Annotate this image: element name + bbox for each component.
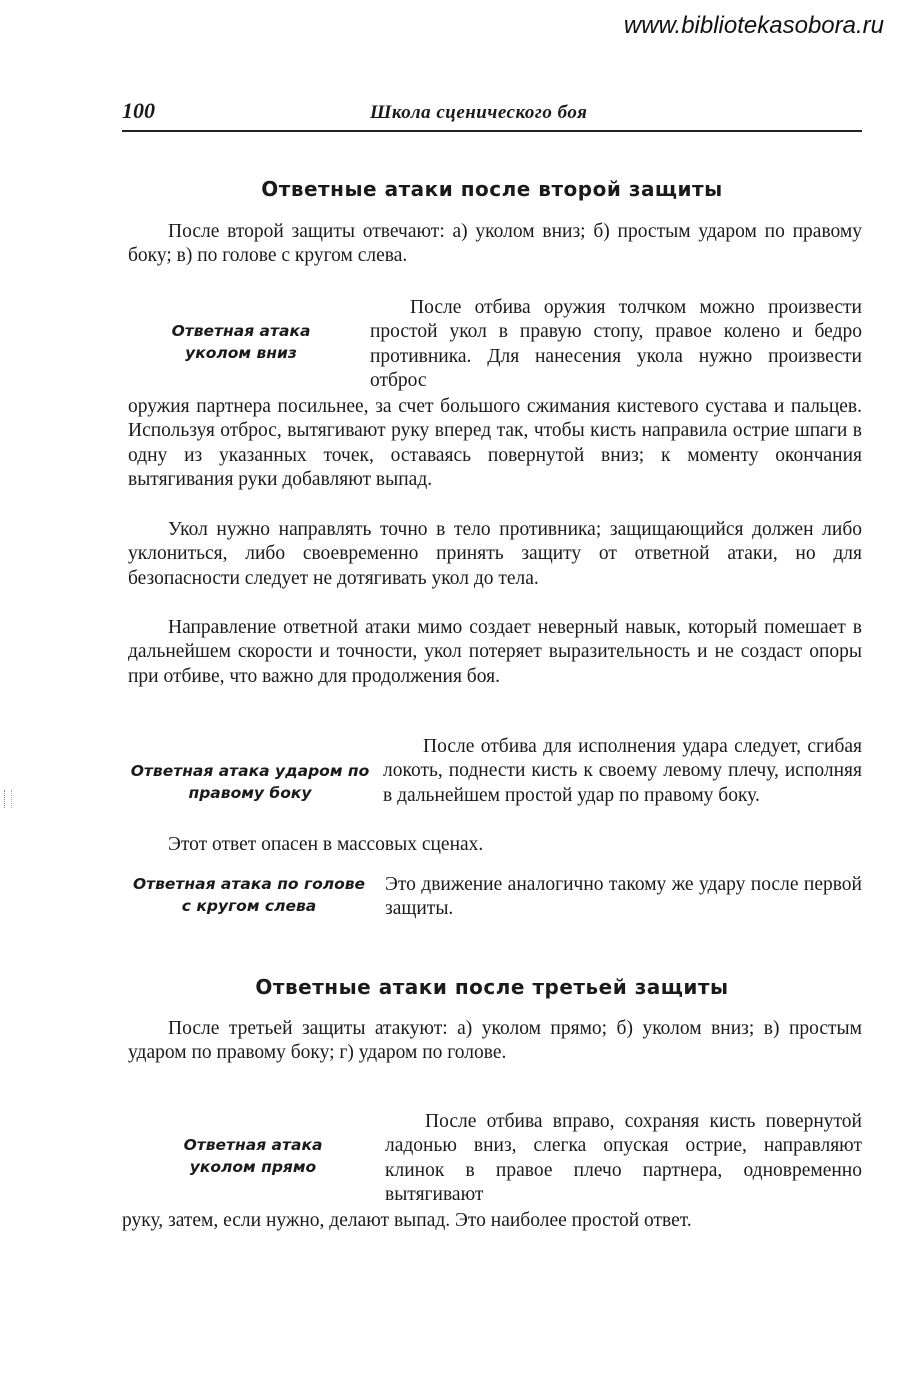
paragraph: После отбива для исполнения удара следует, сгибая локоть, поднести кисть к своему левому плечу, исполняя в дальнейшем простой удар по правому боку.	[383, 736, 862, 806]
watermark: www.bibliotekasobora.ru	[623, 12, 884, 39]
sidenote: Ответная атака уколом вниз	[171, 322, 311, 362]
paragraph: Этот ответ опасен в массовых сценах.	[168, 834, 484, 855]
sidenote: Ответная атака ударом по правому боку	[130, 762, 370, 802]
paragraph: После третьей защиты атакуют: а) уколом прямо; б) уколом вниз; в) простым ударом по правому боку; г) ударом по голове.	[128, 1018, 862, 1064]
paragraph: оружия партнера посильнее, за счет большого сжимания кистевого сустава и пальцев. Используя отброс, вытягивают руку вперед так, чтобы кисть направила острие шпаги в одну из указанных точек, оставаясь повернутой вниз; к моменту окончания вытягивания руки добавляют выпад.	[128, 396, 862, 491]
scan-smudge	[4, 790, 12, 808]
paragraph: Укол нужно направлять точно в тело противника; защищающийся должен либо уклониться, либо своевременно принять защиту от ответной атаки, но для безопасности следует не дотягивать укол до тела.	[128, 519, 862, 589]
paragraph: Это движение аналогично такому же удару после первой защиты.	[385, 874, 862, 920]
paragraph: Направление ответной атаки мимо создает неверный навык, который помешает в дальнейшем скорости и точности, укол потеряет выразительность и не создаст опоры при отбиве, что важно для продолжения боя.	[128, 617, 862, 687]
running-head	[122, 98, 862, 132]
sidenote: Ответная атака по голове с кругом слева	[132, 875, 366, 915]
paragraph: руку, затем, если нужно, делают выпад. Это наиболее простой ответ.	[122, 1210, 692, 1231]
page-number: 100	[122, 98, 155, 123]
section-heading: Ответные атаки после третьей защиты	[255, 975, 729, 999]
paragraph: После отбива оружия толчком можно произвести простой укол в правую стопу, правое колено и бедро противника. Для нанесения укола нужно произвести отброс	[370, 297, 862, 392]
book-title: Школа сценического боя	[370, 102, 588, 123]
sidenote: Ответная атака уколом прямо	[183, 1136, 323, 1176]
section-heading: Ответные атаки после второй защиты	[261, 177, 723, 201]
paragraph: После второй защиты отвечают: а) уколом вниз; б) простым ударом по правому боку; в) по голове с кругом слева.	[128, 221, 862, 267]
paragraph: После отбива вправо, сохраняя кисть повернутой ладонью вниз, слегка опуская острие, направляют клинок в правое плечо партнера, одновременно вытягивают	[385, 1111, 862, 1206]
